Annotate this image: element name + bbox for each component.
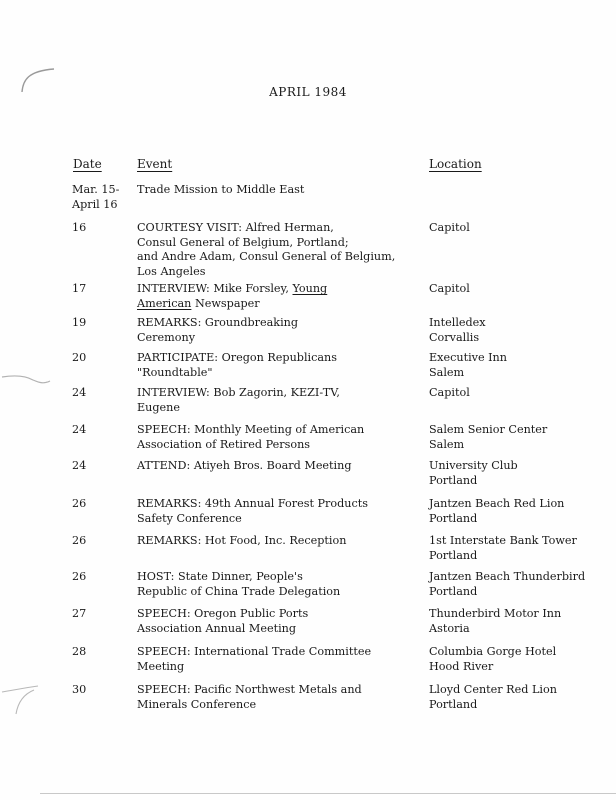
location-line: Thunderbird Motor Inn — [429, 607, 562, 620]
date-line: 30 — [72, 683, 87, 696]
location-cell — [429, 423, 609, 452]
location-line: Columbia Gorge Hotel — [429, 645, 557, 658]
location-line: Capitol — [429, 282, 470, 295]
date-cell — [72, 570, 130, 585]
location-cell — [429, 497, 609, 526]
location-cell — [429, 607, 609, 636]
location-line: Jantzen Beach Thunderbird — [429, 570, 586, 583]
location-cell — [429, 221, 609, 236]
location-cell — [429, 282, 609, 297]
event-cell — [137, 645, 422, 674]
location-line: Hood River — [429, 659, 494, 673]
date-cell — [72, 534, 130, 549]
event-line: Safety Conference — [137, 511, 242, 525]
location-line: Capitol — [429, 386, 470, 399]
date-cell — [72, 183, 130, 212]
event-text: Newspaper — [191, 296, 260, 310]
event-line: SPEECH: Oregon Public Ports — [137, 607, 309, 620]
date-line: 26 — [72, 570, 87, 583]
event-cell — [137, 607, 422, 636]
date-cell — [72, 386, 130, 401]
event-line: Meeting — [137, 659, 185, 673]
date-cell — [72, 497, 130, 512]
date-line: 26 — [72, 534, 87, 547]
location-line: Portland — [429, 584, 478, 598]
date-line: 16 — [72, 221, 87, 234]
date-line: 28 — [72, 645, 87, 658]
location-line: Lloyd Center Red Lion — [429, 683, 557, 696]
newspaper-name-underlined: Young — [292, 282, 328, 295]
location-line: Salem — [429, 437, 465, 451]
location-line: Salem Senior Center — [429, 423, 548, 436]
event-line: SPEECH: International Trade Committee — [137, 645, 372, 658]
page-bottom-edge — [40, 793, 616, 794]
location-cell — [429, 683, 609, 712]
location-line: Portland — [429, 548, 478, 562]
event-line — [137, 282, 422, 297]
event-line: HOST: State Dinner, People's — [137, 570, 303, 583]
date-cell — [72, 607, 130, 622]
column-header-event: Event — [137, 157, 173, 171]
event-line: REMARKS: Hot Food, Inc. Reception — [137, 534, 347, 547]
location-line: Salem — [429, 365, 465, 379]
date-cell — [72, 459, 130, 474]
event-line: REMARKS: 49th Annual Forest Products — [137, 497, 369, 510]
event-line: Trade Mission to Middle East — [137, 183, 305, 196]
date-cell — [72, 683, 130, 698]
event-cell — [137, 221, 422, 279]
date-line: 24 — [72, 459, 87, 472]
date-cell — [72, 221, 130, 236]
event-cell — [137, 534, 422, 549]
event-cell — [137, 423, 422, 452]
date-line: 20 — [72, 351, 87, 364]
event-cell — [137, 183, 422, 198]
date-line: 24 — [72, 423, 87, 436]
location-cell — [429, 570, 609, 599]
event-line: Los Angeles — [137, 264, 206, 278]
event-cell — [137, 386, 422, 415]
event-line: and Andre Adam, Consul General of Belgium, — [137, 250, 396, 263]
event-cell — [137, 459, 422, 474]
event-line: Minerals Conference — [137, 697, 257, 711]
event-line: Republic of China Trade Delegation — [137, 584, 341, 598]
date-cell — [72, 645, 130, 660]
date-line: April 16 — [72, 197, 118, 211]
event-line — [137, 297, 422, 312]
date-line: 24 — [72, 386, 87, 399]
event-cell — [137, 683, 422, 712]
column-header-date: Date — [73, 157, 102, 171]
location-cell — [429, 351, 609, 380]
event-line: Ceremony — [137, 330, 196, 344]
date-line: 17 — [72, 282, 87, 295]
location-line: Astoria — [429, 621, 470, 635]
event-cell — [137, 316, 422, 345]
event-line: Association of Retired Persons — [137, 437, 311, 451]
date-line: 26 — [72, 497, 87, 510]
date-cell — [72, 282, 130, 297]
date-line: 19 — [72, 316, 87, 329]
event-line: COURTESY VISIT: Alfred Herman, — [137, 221, 334, 234]
location-line: Portland — [429, 511, 478, 525]
event-cell — [137, 351, 422, 380]
date-cell — [72, 351, 130, 366]
location-line: 1st Interstate Bank Tower — [429, 534, 577, 547]
event-cell — [137, 570, 422, 599]
location-line: Corvallis — [429, 330, 480, 344]
location-line: Portland — [429, 697, 478, 711]
newspaper-name-underlined: American — [137, 296, 192, 310]
location-line: Jantzen Beach Red Lion — [429, 497, 565, 510]
location-cell — [429, 386, 609, 401]
location-cell — [429, 459, 609, 488]
location-cell — [429, 316, 609, 345]
binder-hole-mark-middle — [0, 368, 60, 392]
event-line: REMARKS: Groundbreaking — [137, 316, 299, 329]
location-line: Executive Inn — [429, 351, 507, 364]
location-line: University Club — [429, 459, 518, 472]
page-title: APRIL 1984 — [269, 85, 347, 99]
column-header-location: Location — [429, 157, 482, 171]
location-line: Portland — [429, 473, 478, 487]
binder-hole-mark-bottom — [0, 680, 60, 720]
event-cell — [137, 497, 422, 526]
event-cell — [137, 282, 422, 311]
date-line: 27 — [72, 607, 87, 620]
location-line: Capitol — [429, 221, 470, 234]
event-line: "Roundtable" — [137, 365, 213, 379]
date-line: Mar. 15- — [72, 183, 120, 196]
event-line: SPEECH: Monthly Meeting of American — [137, 423, 365, 436]
location-line: Intelledex — [429, 316, 486, 329]
event-line: SPEECH: Pacific Northwest Metals and — [137, 683, 362, 696]
location-cell — [429, 534, 609, 563]
date-cell — [72, 316, 130, 331]
event-line: PARTICIPATE: Oregon Republicans — [137, 351, 337, 364]
event-line: Eugene — [137, 400, 180, 414]
date-cell — [72, 423, 130, 438]
event-line: ATTEND: Atiyeh Bros. Board Meeting — [137, 459, 352, 472]
event-line: INTERVIEW: Bob Zagorin, KEZI-TV, — [137, 386, 340, 399]
location-cell — [429, 645, 609, 674]
event-text: INTERVIEW: Mike Forsley, — [137, 282, 293, 295]
event-line: Consul General of Belgium, Portland; — [137, 235, 349, 249]
event-line: Association Annual Meeting — [137, 621, 297, 635]
